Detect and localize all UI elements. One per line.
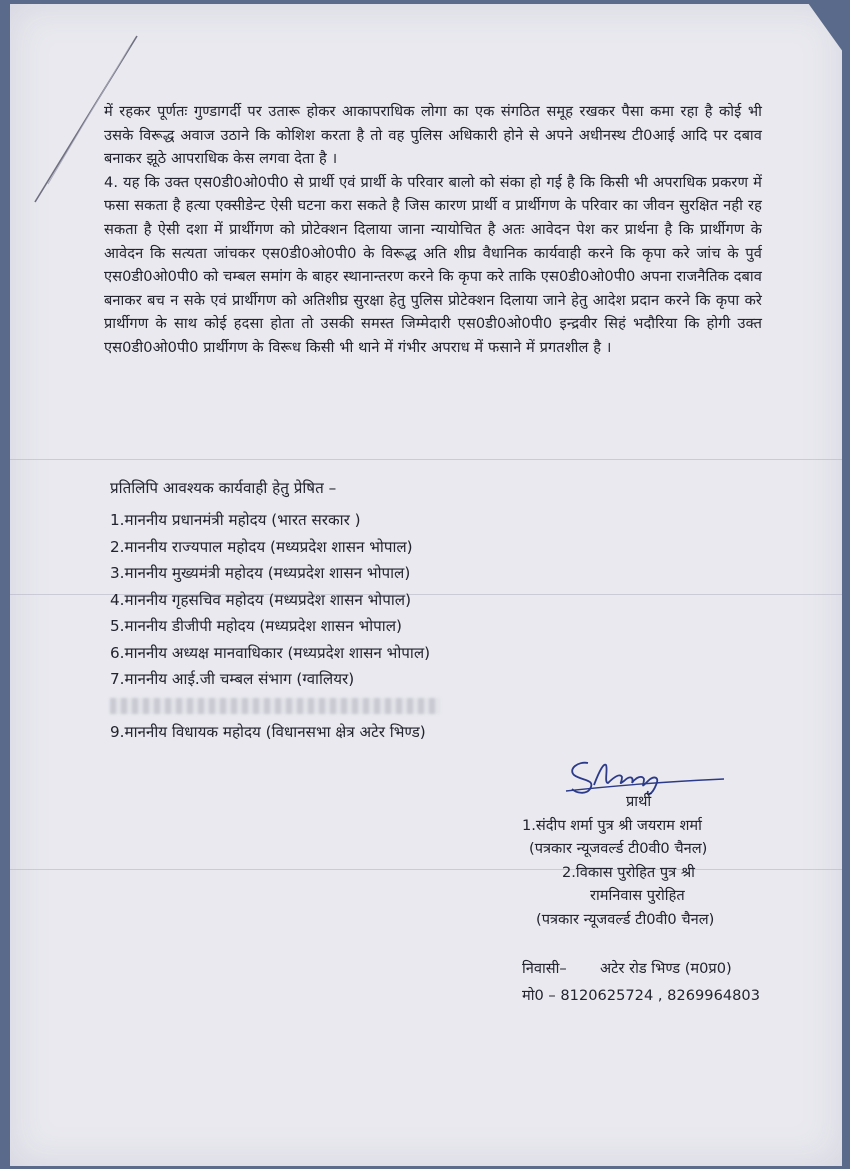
applicant-2-designation: (पत्रकार न्यूजवर्ल्ड टी0वी0 चैनल) <box>536 910 715 928</box>
redaction-blur <box>110 698 440 714</box>
applicant-1-designation: (पत्रकार न्यूजवर्ल्ड टी0वी0 चैनल) <box>529 840 708 857</box>
letter-body <box>104 100 762 360</box>
copy-to-list <box>110 507 440 746</box>
copy-to-heading: प्रतिलिपि आवश्यक कार्यवाही हेतु प्रेषित – <box>110 479 337 497</box>
copy-to-item: 3.माननीय मुख्यमंत्री महोदय (मध्यप्रदेश शासन भोपाल) <box>110 564 411 582</box>
applicant-2-father: रामनिवास पुरोहित <box>590 887 685 904</box>
copy-to-section <box>110 478 440 746</box>
residence-line <box>522 955 760 982</box>
body-paragraph-2: 4. यह कि उक्त एस0डी0ओ0पी0 से प्रार्थी एवं प्रार्थी के परिवार बालो को संका हो गई है कि किसी भी अपराधिक प्रकरण में फसा सकता है हत्या एक्सीडेन्ट ऐसी घटना करा सकते है जिस कारण प्रार्थी व प्रार्थीगण के परिवार का जीवन सुरक्षित नही रह सकता है ऐसी दशा में प्रार्थीगण को प्रोटेक्शन दिलाया जाना न्यायोचित है अतः आवेदन पेश कर प्रार्थना है कि प्रार्थीगण के आवेदन कि सत्यता जांचकर एस0डी0ओ0पी0 के विरूद्ध अति शीघ्र वैधानिक कार्यवाही करने कि कृपा करे जांच के पुर्व एस0डी0ओ0पी0 को चम्बल समांग के बाहर स्थानान्तरण करने कि कृपा करे ताकि एस0डी0ओ0पी0 अपना राजनैतिक दबाव बनाकर बच न सके एवं प्रार्थीगण को अतिशीघ्र सुरक्षा हेतु पुलिस प्रोटेक्शन दिलाया जाने हेतु आदेश प्रदान करने कि कृपा करे प्रार्थीगण के साथ कोई हदसा होता तो उसकी समस्त जिम्मेदारी एस0डी0ओ0पी0 इन्द्रवीर सिहं भदौरिया कि होगी उक्त एस0डी0ओ0पी0 प्रार्थीगण के विरूध किसी भी थाने में गंभीर अपराध में फसाने में प्रगतशील है । <box>104 173 762 356</box>
copy-to-item: 4.माननीय गृहसचिव महोदय (मध्यप्रदेश शासन भोपाल) <box>110 590 412 609</box>
copy-to-item: 1.माननीय प्रधानमंत्री महोदय (भारत सरकार ) <box>110 511 361 529</box>
copy-to-item: 9.माननीय विधायक महोदय (विधानसभा क्षेत्र अटेर भिण्ड) <box>110 723 426 741</box>
signature-block <box>500 790 790 931</box>
copy-to-item: 7.माननीय आई.जी चम्बल संभाग (ग्वालियर) <box>110 670 355 688</box>
applicant-label: प्रार्थी <box>626 793 652 810</box>
applicant-1-name: 1.संदीप शर्मा पुत्र श्री जयराम शर्मा <box>522 816 702 834</box>
mobile-label: मो0 – <box>522 987 556 1004</box>
body-paragraph-1: में रहकर पूर्णतः गुण्डागर्दी पर उतारू होकर आकापराधिक लोगा का एक संगठित समूह रखकर पैसा कमा रहा है कोई भी उसके विरूद्ध अवाज उठाने कि कोशिश करता है तो वह पुलिस अधिकारी होने से अपने अधीनस्थ टी0आई आदि पर दबाव बनाकर झूठे आपराधिक केस लगवा देता है । <box>104 103 762 168</box>
copy-to-item: 6.माननीय अध्यक्ष मानवाधिकार (मध्यप्रदेश शासन भोपाल) <box>110 643 431 662</box>
paper-fold-line <box>10 459 842 460</box>
residence-label: निवासी– <box>522 960 567 977</box>
applicant-2-name: 2.विकास पुरोहित पुत्र श्री <box>562 863 695 881</box>
copy-to-item: 5.माननीय डीजीपी महोदय (मध्यप्रदेश शासन भोपाल) <box>110 617 402 635</box>
copy-to-item-redacted <box>110 693 440 720</box>
mobile-line <box>522 982 760 1009</box>
mobile-value: 8120625724 , 8269964803 <box>560 987 760 1004</box>
contact-details <box>522 955 760 1009</box>
copy-to-item: 2.माननीय राज्यपाल महोदय (मध्यप्रदेश शासन भोपाल) <box>110 537 413 556</box>
residence-value: अटेर रोड भिण्ड (म0प्र0) <box>600 960 732 977</box>
